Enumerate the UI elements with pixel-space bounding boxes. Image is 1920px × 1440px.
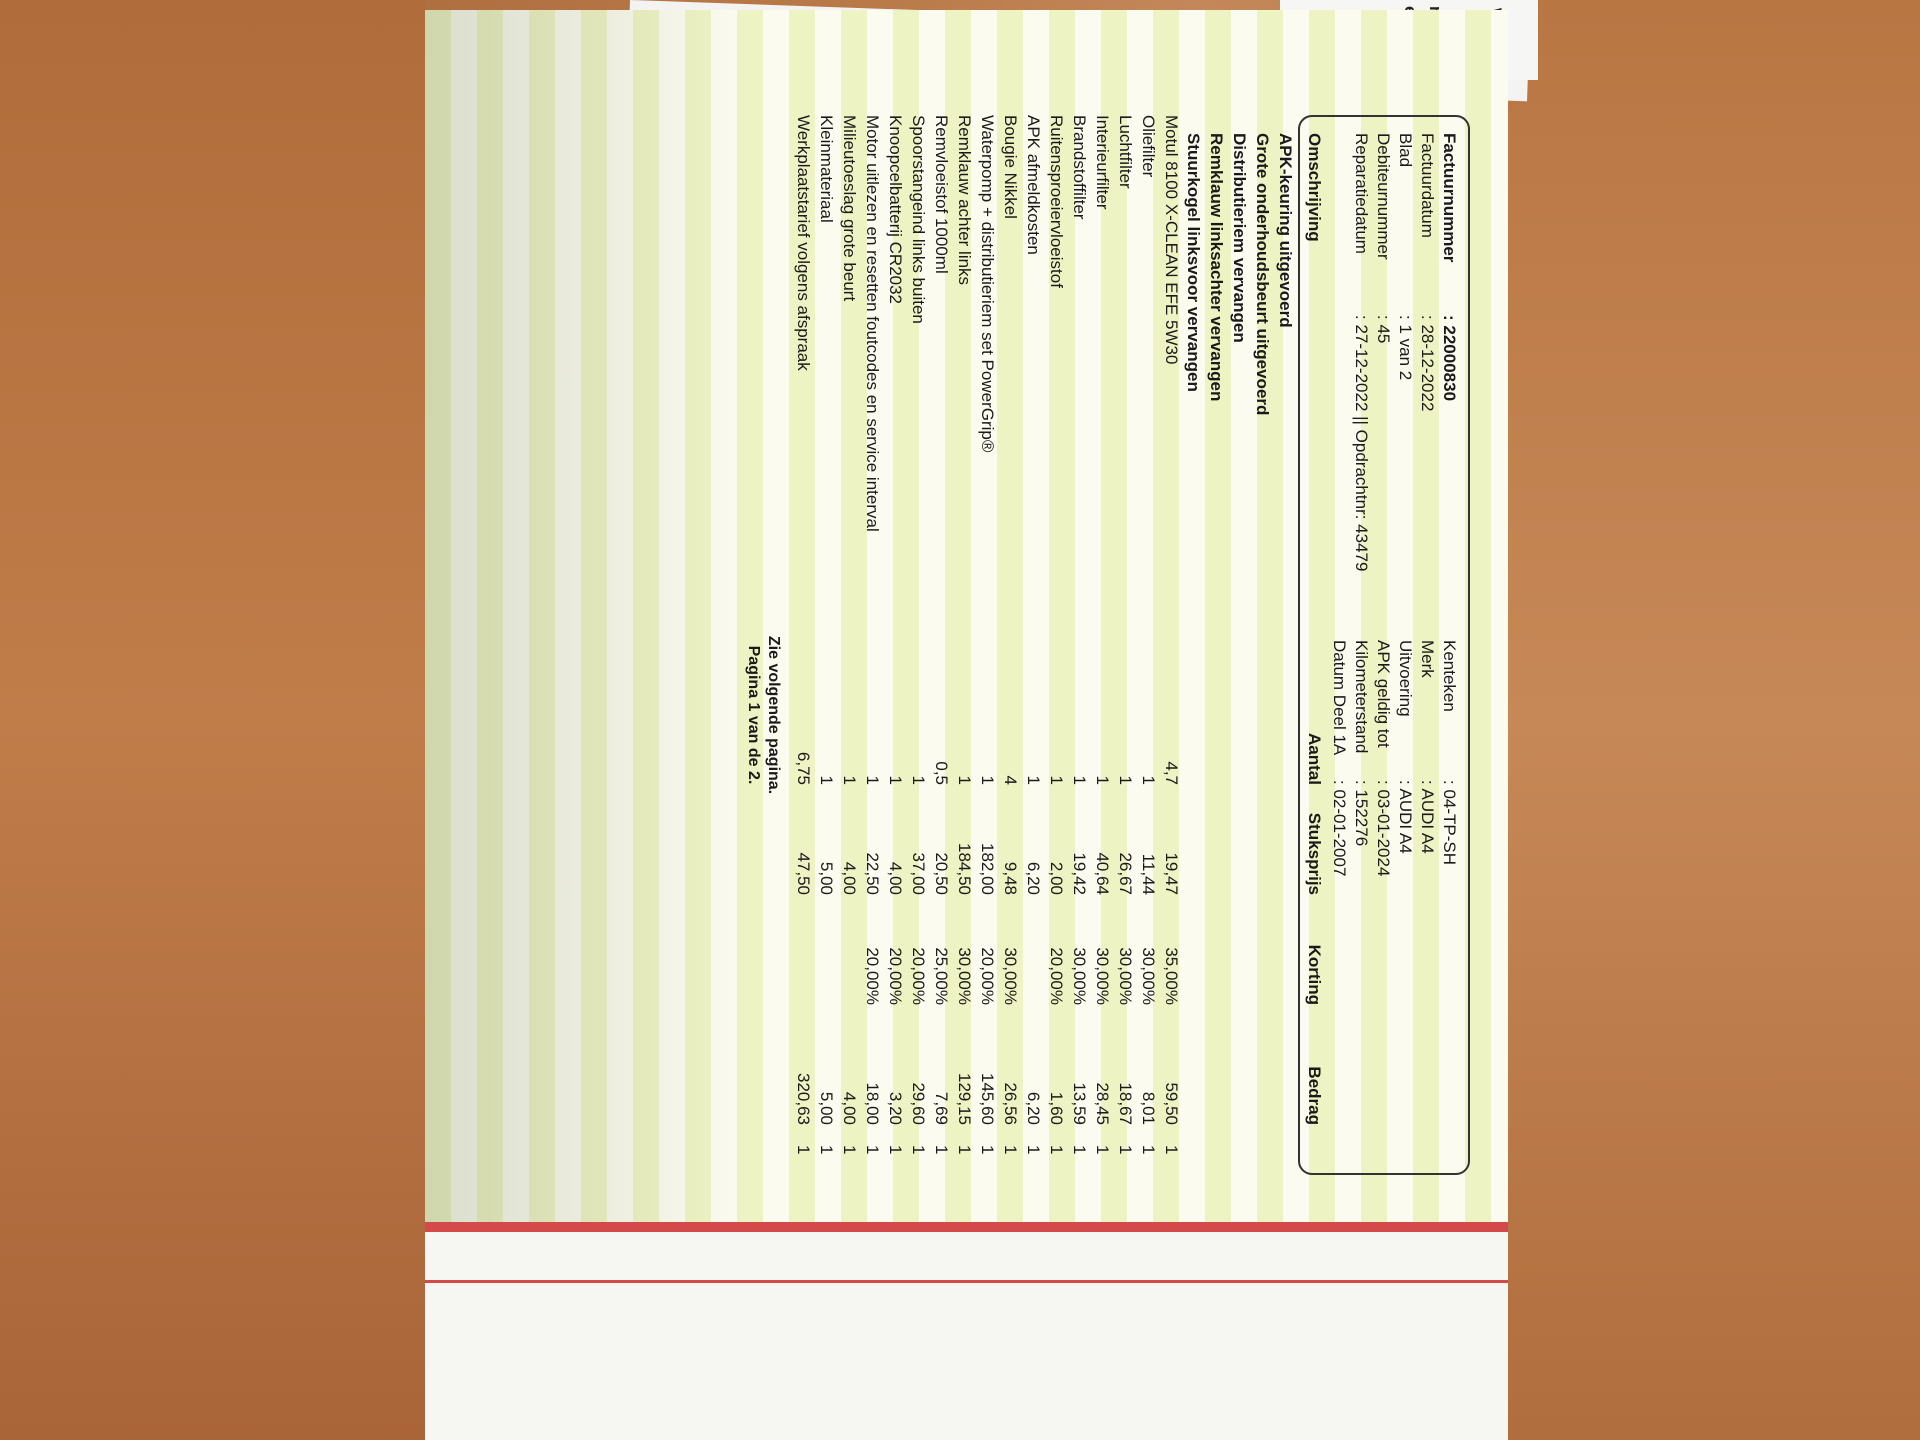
- heading-distributieriem: Distributieriem vervangen: [1230, 133, 1249, 343]
- table-row: [812, 115, 836, 1175]
- line-prijs: 2,00: [1047, 861, 1066, 895]
- line-aantal: 1: [817, 775, 836, 785]
- line-korting: 20,00%: [886, 947, 905, 1005]
- line-bedrag: 59,50: [1162, 1082, 1181, 1125]
- table-row: [858, 115, 882, 1175]
- line-desc: Kleinmateriaal: [817, 115, 836, 223]
- line-korting: 20,00%: [1047, 947, 1066, 1005]
- line-code: 1: [1024, 1145, 1043, 1155]
- heading-stuurkogel: Stuurkogel linksvoor vervangen: [1184, 133, 1203, 392]
- line-korting: 30,00%: [955, 947, 974, 1005]
- line-prijs: 11,44: [1139, 853, 1158, 895]
- line-bedrag: 129,15: [955, 1073, 974, 1125]
- line-aantal: 0,5: [932, 761, 951, 785]
- line-code: 1: [1116, 1145, 1135, 1155]
- table-row: [1111, 115, 1135, 1175]
- datum-deel-value: : 02-01-2007: [1330, 780, 1349, 877]
- line-bedrag: 13,59: [1070, 1082, 1089, 1125]
- col-bedrag: Bedrag: [1305, 1066, 1324, 1125]
- line-code: 1: [1001, 1145, 1020, 1155]
- line-desc: Interieurfilter: [1093, 115, 1112, 210]
- line-prijs: 5,00: [817, 861, 836, 895]
- line-korting: 35,00%: [1162, 947, 1181, 1005]
- line-desc: Werkplaatstarief volgens afspraak: [794, 115, 813, 371]
- line-prijs: 40,64: [1093, 852, 1112, 895]
- line-bedrag: 18,67: [1116, 1082, 1135, 1125]
- desk-right: [1508, 0, 1920, 1440]
- col-aantal: Aantal: [1305, 733, 1324, 785]
- line-prijs: 19,42: [1070, 852, 1089, 895]
- line-prijs: 20,50: [932, 852, 951, 895]
- line-bedrag: 6,20: [1024, 1091, 1043, 1125]
- line-aantal: 1: [1070, 775, 1089, 785]
- line-desc: Motor uitlezen en resetten foutcodes en service interval: [863, 115, 882, 532]
- merk-value: : AUDI A4: [1418, 780, 1437, 854]
- line-aantal: 1: [1047, 775, 1066, 785]
- line-korting: 30,00%: [1116, 947, 1135, 1005]
- line-aantal: 1: [1024, 775, 1043, 785]
- line-prijs: 182,00: [978, 843, 997, 895]
- line-aantal: 1: [909, 775, 928, 785]
- apk-label: APK geldig tot: [1374, 640, 1393, 748]
- line-desc: Knoopcelbatterij CR2032: [886, 115, 905, 305]
- table-row: [1042, 115, 1066, 1175]
- apk-value: : 03-01-2024: [1374, 780, 1393, 877]
- heading-grote-beurt: Grote onderhoudsbeurt uitgevoerd: [1253, 133, 1272, 416]
- reparatiedatum-label: Reparatiedatum: [1352, 133, 1371, 254]
- line-korting: 20,00%: [863, 947, 882, 1005]
- table-row: [1065, 115, 1089, 1175]
- line-code: 1: [932, 1145, 951, 1155]
- line-desc: Oliefilter: [1139, 115, 1158, 178]
- line-desc: Motul 8100 X-CLEAN EFE 5W30: [1162, 115, 1181, 365]
- col-omschrijving: Omschrijving: [1305, 133, 1324, 242]
- table-row: [881, 115, 905, 1175]
- debiteurnummer-label: Debiteurnummer: [1374, 133, 1393, 260]
- table-row: [973, 115, 997, 1175]
- table-row: [1088, 115, 1112, 1175]
- line-aantal: 6,75: [794, 751, 813, 785]
- line-korting: 30,00%: [1093, 947, 1112, 1005]
- line-bedrag: 1,60: [1047, 1091, 1066, 1125]
- line-code: 1: [817, 1145, 836, 1155]
- invoice-content: [570, 115, 1470, 1175]
- uitvoering-value: : AUDI A4: [1396, 780, 1415, 854]
- reparatiedatum-value: : 27-12-2022 || Opdrachtnr: 43479: [1352, 315, 1371, 572]
- line-bedrag: 8,01: [1139, 1091, 1158, 1125]
- sheet-red-line: [425, 1280, 1508, 1283]
- datum-deel-label: Datum Deel 1A: [1330, 640, 1349, 756]
- factuurdatum-value: : 28-12-2022: [1418, 315, 1437, 412]
- line-korting: 30,00%: [1001, 947, 1020, 1005]
- line-prijs: 47,50: [794, 852, 813, 895]
- line-prijs: 4,00: [840, 861, 859, 895]
- line-desc: Luchtfilter: [1116, 115, 1135, 189]
- line-bedrag: 29,60: [909, 1082, 928, 1125]
- line-code: 1: [794, 1145, 813, 1155]
- desk-left: [0, 0, 425, 1440]
- column-header-row: [1300, 115, 1324, 1175]
- line-desc: Milieutoeslag grote beurt: [840, 115, 859, 302]
- line-code: 1: [978, 1145, 997, 1155]
- factuurnummer-label: Factuurnummer: [1440, 133, 1459, 263]
- footer-page-number: Pagina 1 van de 2.: [745, 645, 762, 785]
- line-prijs: 19,47: [1162, 852, 1181, 895]
- line-desc: Brandstoffilter: [1070, 115, 1089, 220]
- line-code: 1: [1070, 1145, 1089, 1155]
- line-bedrag: 7,69: [932, 1091, 951, 1125]
- line-prijs: 184,50: [955, 843, 974, 895]
- line-aantal: 1: [863, 775, 882, 785]
- line-desc: Spoorstangeind links buiten: [909, 115, 928, 324]
- col-stuksprijs: Stuksprijs: [1305, 812, 1324, 895]
- line-bedrag: 26,56: [1001, 1082, 1020, 1125]
- line-bedrag: 3,20: [886, 1091, 905, 1125]
- factuurdatum-label: Factuurdatum: [1418, 133, 1437, 238]
- line-aantal: 1: [1139, 775, 1158, 785]
- line-desc: Waterpomp + distributieriem set PowerGrip®: [978, 115, 997, 453]
- line-bedrag: 4,00: [840, 1091, 859, 1125]
- col-korting: Korting: [1305, 944, 1324, 1005]
- line-code: 1: [1162, 1145, 1181, 1155]
- kilometerstand-value: : 152276: [1352, 780, 1371, 847]
- factuurnummer-value: : 22000830: [1440, 315, 1459, 402]
- sheet-bottom-margin: [425, 1232, 1508, 1440]
- line-desc: Remvloeistof 1000ml: [932, 115, 951, 274]
- line-aantal: 1: [1093, 775, 1112, 785]
- line-prijs: 6,20: [1024, 861, 1043, 895]
- line-aantal: 1: [840, 775, 859, 785]
- line-bedrag: 320,63: [794, 1073, 813, 1125]
- line-code: 1: [1139, 1145, 1158, 1155]
- heading-apk: APK-keuring uitgevoerd: [1276, 133, 1295, 328]
- line-aantal: 1: [978, 775, 997, 785]
- table-row: [835, 115, 859, 1175]
- heading-remklauw: Remklauw linksachter vervangen: [1207, 133, 1226, 402]
- line-code: 1: [955, 1145, 974, 1155]
- table-row: [1134, 115, 1158, 1175]
- line-bedrag: 145,60: [978, 1073, 997, 1125]
- sheet-red-band: [425, 1222, 1508, 1232]
- line-korting: 20,00%: [978, 947, 997, 1005]
- table-row: [1157, 115, 1181, 1175]
- line-bedrag: 5,00: [817, 1091, 836, 1125]
- line-aantal: 1: [1116, 775, 1135, 785]
- line-bedrag: 18,00: [863, 1082, 882, 1125]
- table-row: [950, 115, 974, 1175]
- line-korting: 20,00%: [909, 947, 928, 1005]
- line-code: 1: [863, 1145, 882, 1155]
- line-prijs: 9,48: [1001, 861, 1020, 895]
- table-row: [996, 115, 1020, 1175]
- line-aantal: 1: [886, 775, 905, 785]
- line-code: 1: [886, 1145, 905, 1155]
- line-bedrag: 28,45: [1093, 1082, 1112, 1125]
- line-prijs: 4,00: [886, 861, 905, 895]
- uitvoering-label: Uitvoering: [1396, 640, 1415, 717]
- line-prijs: 26,67: [1116, 852, 1135, 895]
- line-code: 1: [1047, 1145, 1066, 1155]
- line-aantal: 1: [955, 775, 974, 785]
- blad-value: : 1 van 2: [1396, 315, 1415, 381]
- debiteurnummer-value: : 45: [1374, 315, 1393, 344]
- line-desc: Remklauw achter links: [955, 115, 974, 286]
- line-code: 1: [840, 1145, 859, 1155]
- line-code: 1: [1093, 1145, 1112, 1155]
- line-code: 1: [909, 1145, 928, 1155]
- line-prijs: 37,00: [909, 852, 928, 895]
- line-prijs: 22,50: [863, 852, 882, 895]
- table-row: [1019, 115, 1043, 1175]
- line-korting: 30,00%: [1070, 947, 1089, 1005]
- kenteken-label: Kenteken: [1440, 640, 1459, 712]
- line-desc: APK afmeldkosten: [1024, 115, 1043, 255]
- footer-next-page: Zie volgende pagina.: [765, 635, 782, 795]
- table-row: [927, 115, 951, 1175]
- line-desc: Bougie Nikkel: [1001, 115, 1020, 219]
- kenteken-value: : 04-TP-SH: [1440, 780, 1459, 866]
- kilometerstand-label: Kilometerstand: [1352, 640, 1371, 754]
- line-aantal: 4: [1001, 775, 1020, 785]
- line-desc: Ruitensproeiervloeistof: [1047, 115, 1066, 288]
- merk-label: Merk: [1418, 640, 1437, 678]
- table-row: [904, 115, 928, 1175]
- line-korting: 30,00%: [1139, 947, 1158, 1005]
- line-aantal: 4,7: [1162, 761, 1181, 785]
- table-row: [789, 115, 813, 1175]
- blad-label: Blad: [1396, 133, 1415, 168]
- line-korting: 25,00%: [932, 947, 951, 1005]
